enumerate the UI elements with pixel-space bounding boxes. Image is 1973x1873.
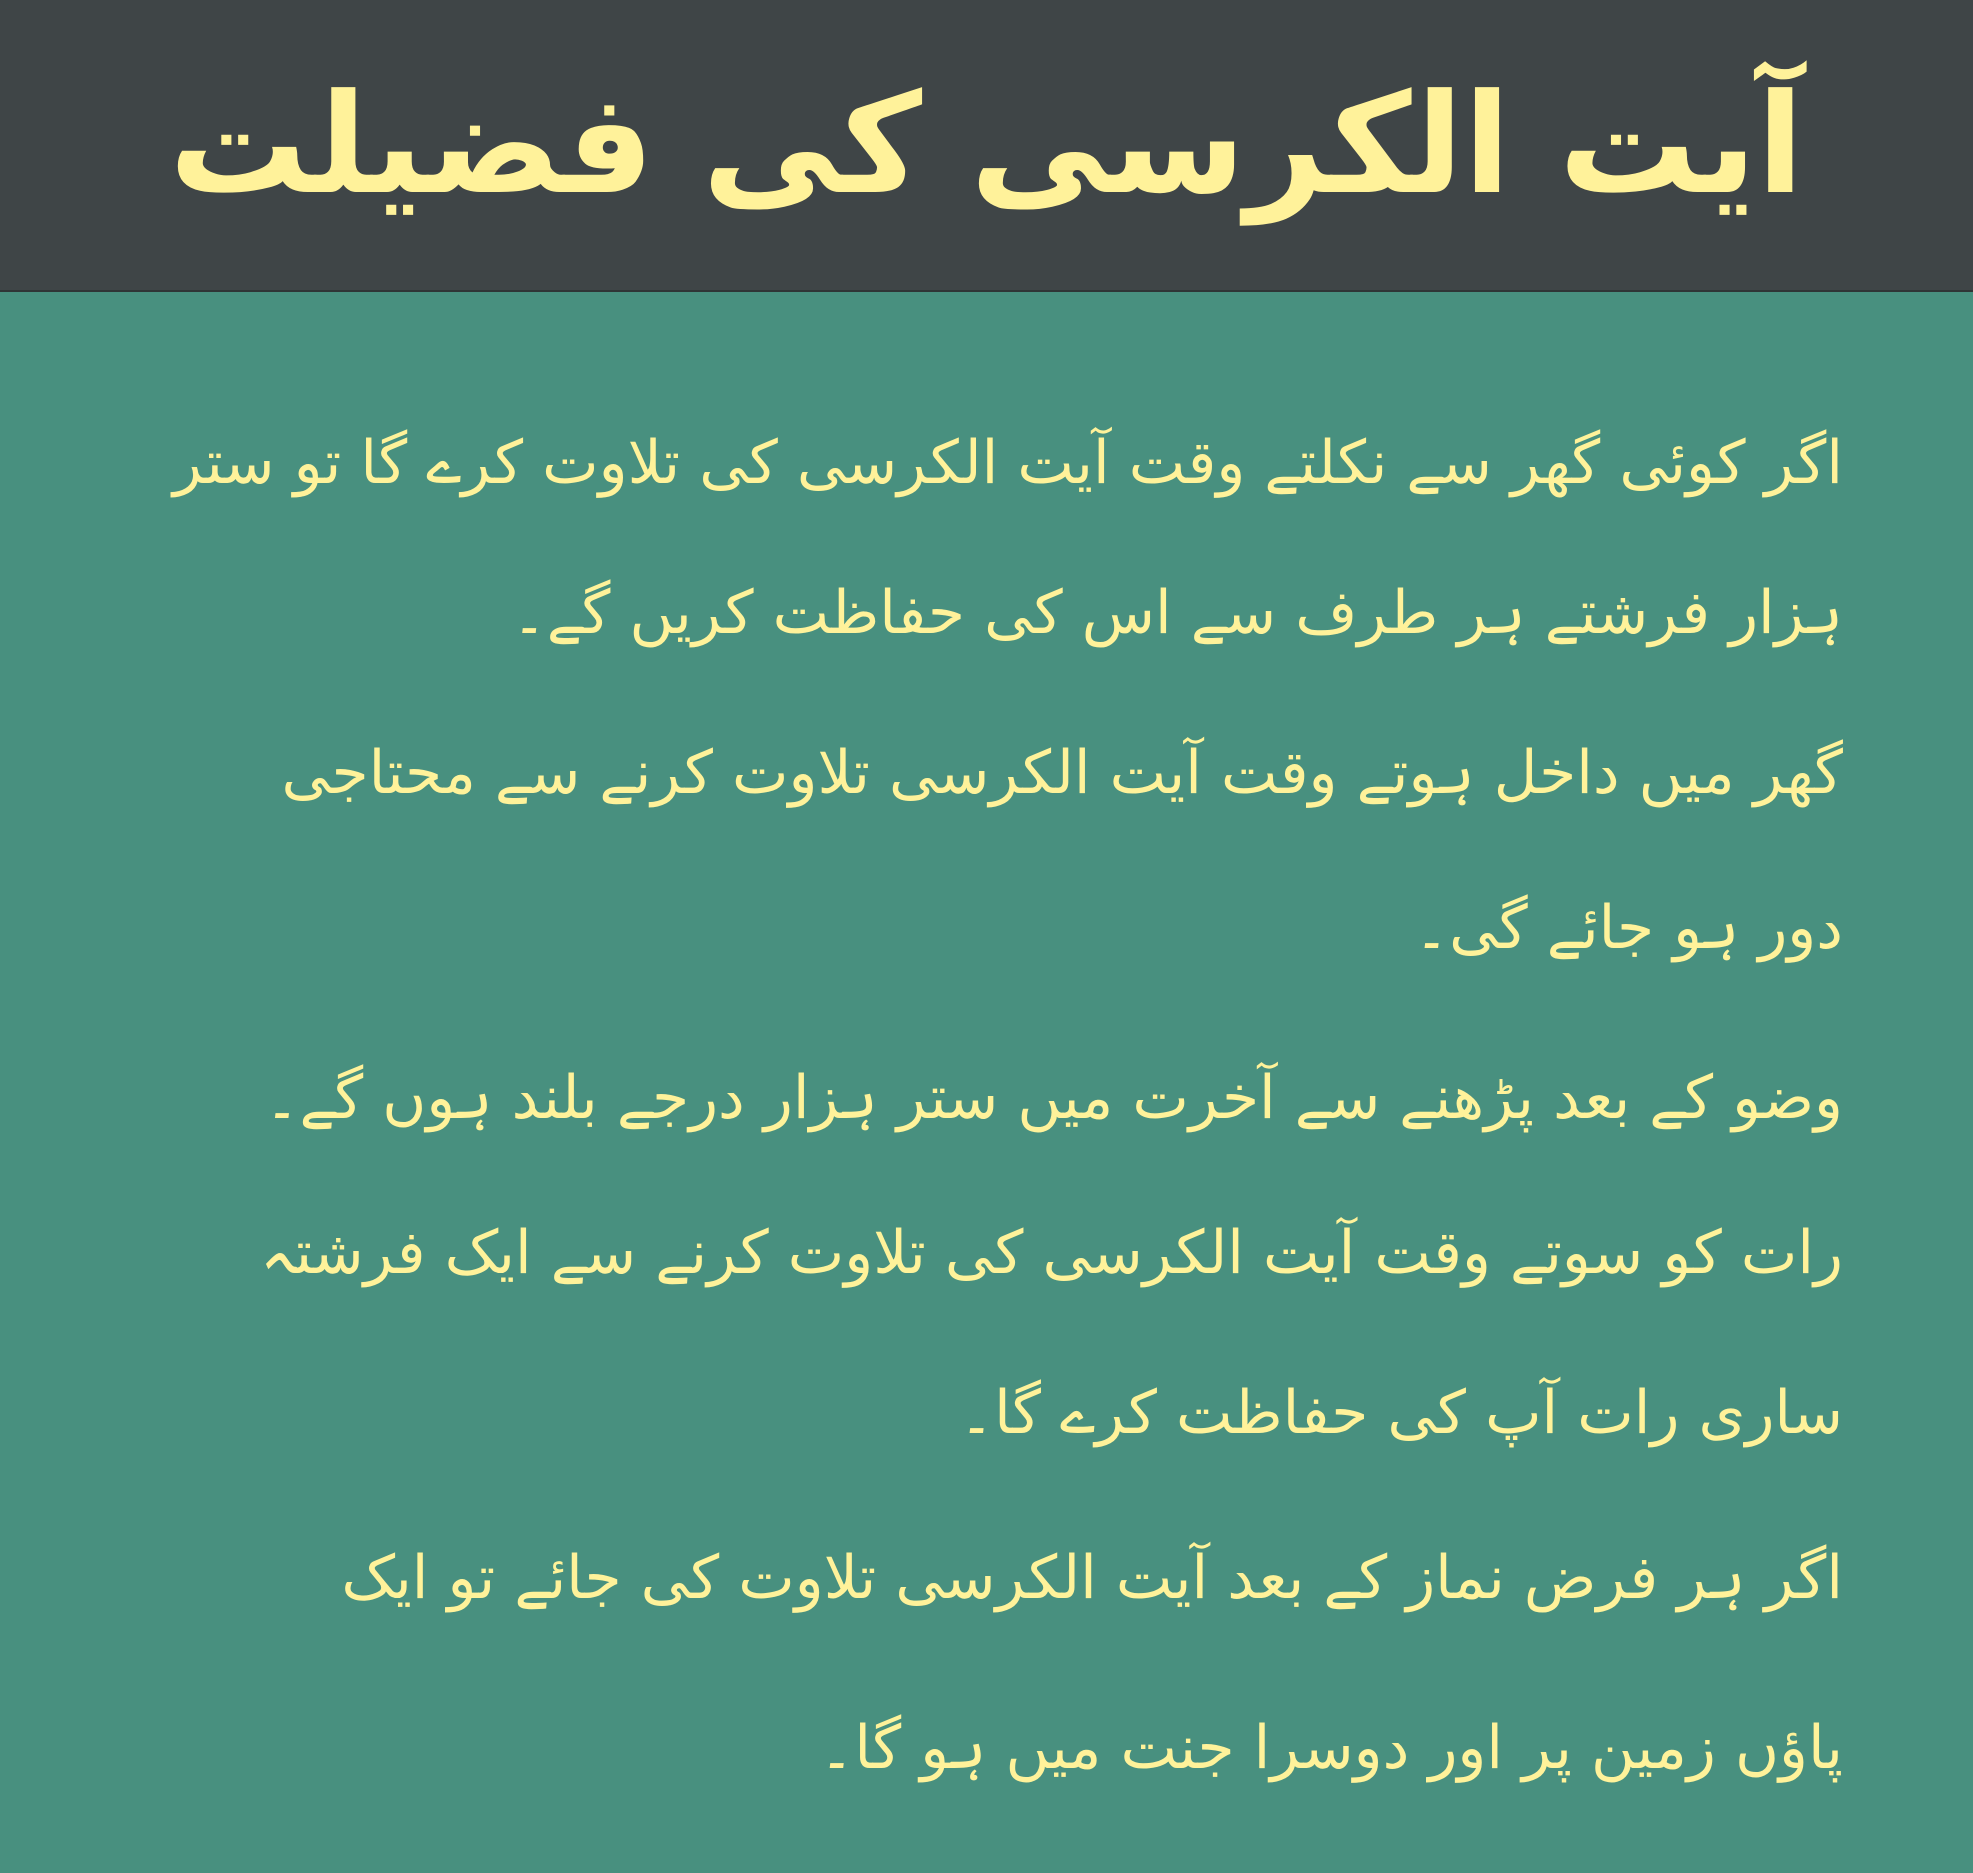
virtues-text-panel — [0, 292, 1973, 1873]
page-title: آیت الکرسی کی فضیلت — [169, 64, 1804, 225]
text-line-6: رات کو سوتے وقت آیت الکرسی کی تلاوت کرنے سے ایک فرشتہ — [260, 1218, 1843, 1288]
text-line-9: پاؤں زمین پر اور دوسرا جنت میں ہو گا۔ — [819, 1713, 1843, 1783]
text-line-8: اگر ہر فرض نماز کے بعد آیت الکرسی تلاوت کی جائے تو ایک — [341, 1543, 1843, 1613]
text-line-7: ساری رات آپ کی حفاظت کرے گا۔ — [958, 1378, 1843, 1448]
text-line-2: ہزار فرشتے ہر طرف سے اس کی حفاظت کریں گے۔ — [511, 578, 1843, 648]
text-line-4: دور ہو جائے گی۔ — [1414, 893, 1843, 963]
text-line-3: گھر میں داخل ہوتے وقت آیت الکرسی تلاوت کرنے سے محتاجی — [281, 738, 1843, 808]
text-line-1: اگر کوئی گھر سے نکلتے وقت آیت الکرسی کی تلاوت کرے گا تو ستر — [173, 428, 1843, 498]
text-line-5: وضو کے بعد پڑھنے سے آخرت میں ستر ہزار درجے بلند ہوں گے۔ — [264, 1063, 1843, 1133]
title-banner — [0, 0, 1973, 292]
